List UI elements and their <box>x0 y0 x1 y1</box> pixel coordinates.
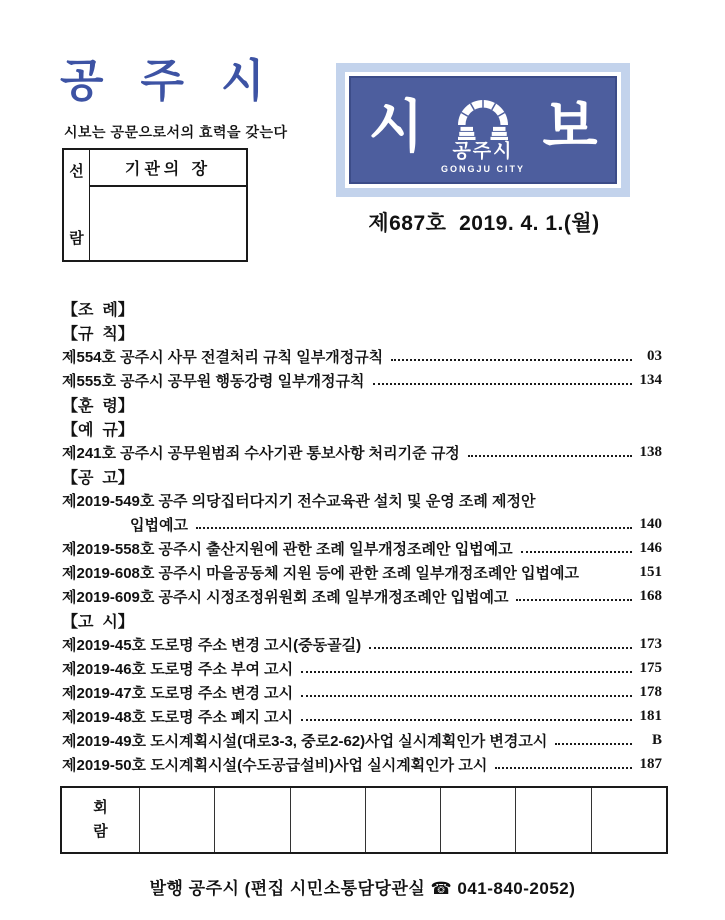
toc-entry <box>62 488 662 512</box>
logo-left-char: 시 <box>368 94 424 159</box>
toc-entry-title: 제2019-49호 도시계획시설(대로3-3, 중로2-62)사업 실시계획인가 변경고시 <box>62 732 548 750</box>
toc-entry <box>62 344 662 368</box>
toc-entry-title: 제2019-549호 공주 의당집터다지기 전수교육관 설치 및 운영 조례 제정안 <box>62 492 536 510</box>
toc-entry-title: 제2019-609호 공주시 시정조정위원회 조례 일부개정조례안 입법예고 <box>62 588 509 606</box>
toc-entry <box>62 440 662 464</box>
gazette-logo <box>336 63 630 197</box>
toc-entry <box>62 368 662 392</box>
circulation-label-cell <box>62 788 140 852</box>
toc-dotted-leader <box>516 599 632 601</box>
gazette-effect-note: 시보는 공문으로서의 효력을 갖는다 <box>64 124 288 140</box>
toc-entry-title: 제555호 공주시 공무원 행동강령 일부개정규칙 <box>62 372 365 390</box>
city-title: 공 주 시 <box>60 55 269 106</box>
toc-entry <box>62 752 662 776</box>
toc-section-heading: 【예 규】 <box>62 421 134 439</box>
toc-dotted-leader <box>521 551 632 553</box>
toc-page-number: 175 <box>639 659 662 676</box>
toc-entry-title: 제2019-608호 공주시 마을공동체 지원 등에 관한 조례 일부개정조례안 입법예고 <box>62 564 579 582</box>
toc-dotted-leader <box>391 359 632 361</box>
toc-dotted-leader <box>369 647 632 649</box>
approval-table <box>62 148 248 262</box>
toc-page-number: 138 <box>639 443 662 460</box>
toc-dotted-leader <box>373 383 632 385</box>
logo-white-gap <box>345 72 621 188</box>
toc-entry <box>62 536 662 560</box>
toc-entry <box>62 560 662 584</box>
fortress-gate-icon <box>451 90 515 140</box>
toc-entry <box>62 728 662 752</box>
toc-entry-title: 제2019-50호 도시계획시설(수도공급설비)사업 실시계획인가 고시 <box>62 756 488 774</box>
toc-page-number: 146 <box>639 539 662 556</box>
circulation-table <box>60 786 668 854</box>
toc-entry-title: 제2019-47호 도로명 주소 변경 고시 <box>62 684 294 702</box>
toc-entry-title: 제2019-45호 도로명 주소 변경 고시(중동골길) <box>62 636 362 654</box>
toc-section-heading: 【조 례】 <box>62 301 134 319</box>
toc-page-number: B <box>651 731 662 748</box>
circulation-label-line2: 람 <box>93 823 108 840</box>
toc-page-number: 140 <box>639 515 662 532</box>
table-of-contents <box>62 296 662 776</box>
approval-side-column <box>64 150 90 260</box>
toc-dotted-leader <box>301 719 632 721</box>
circulation-label-line1: 회 <box>93 799 108 816</box>
toc-page-number: 173 <box>639 635 662 652</box>
toc-entry-title: 제554호 공주시 사무 전결처리 규칙 일부개정규칙 <box>62 348 384 366</box>
circulation-empty-cell <box>291 788 366 852</box>
toc-entry <box>62 632 662 656</box>
toc-entry-title: 제241호 공주시 공무원범죄 수사기관 통보사항 처리기준 규정 <box>62 444 460 462</box>
approval-main-column <box>90 150 246 260</box>
toc-dotted-leader <box>196 527 632 529</box>
toc-page-number: 187 <box>639 755 662 772</box>
toc-page-number: 168 <box>639 587 662 604</box>
toc-entry <box>62 584 662 608</box>
logo-core <box>349 76 617 184</box>
logo-city-name-en: GONGJU CITY <box>440 163 525 174</box>
toc-page-number: 134 <box>639 371 662 388</box>
approval-head-label: 기관의 장 <box>90 150 246 187</box>
toc-dotted-leader <box>587 575 632 576</box>
toc-entry-title: 제2019-558호 공주시 출산지원에 관한 조례 일부개정조례안 입법예고 <box>62 540 513 558</box>
logo-center <box>441 86 525 175</box>
circulation-empty-cell <box>592 788 666 852</box>
toc-section-heading: 【공 고】 <box>62 469 134 487</box>
approval-side-bottom-label: 람 <box>69 230 84 247</box>
toc-section-heading: 【훈 령】 <box>62 397 134 415</box>
toc-dotted-leader <box>468 455 632 457</box>
toc-page-number: 03 <box>647 347 662 364</box>
toc-dotted-leader <box>495 767 632 769</box>
toc-page-number: 151 <box>639 563 662 580</box>
circulation-empty-cell <box>516 788 591 852</box>
toc-dotted-leader <box>555 743 632 745</box>
toc-section-heading: 【고 시】 <box>62 613 134 631</box>
toc-entry-title: 제2019-46호 도로명 주소 부여 고시 <box>62 660 294 678</box>
toc-page-number: 178 <box>639 683 662 700</box>
toc-page-number: 181 <box>639 707 662 724</box>
toc-section-heading: 【규 칙】 <box>62 325 134 343</box>
logo-right-char: 보 <box>542 94 598 159</box>
circulation-empty-cell <box>366 788 441 852</box>
toc-dotted-leader <box>301 671 632 673</box>
approval-side-top-label: 선 <box>69 163 84 180</box>
toc-entry <box>62 704 662 728</box>
toc-entry-title: 제2019-48호 도로명 주소 폐지 고시 <box>62 708 294 726</box>
approval-signature-area <box>90 187 246 260</box>
toc-dotted-leader <box>543 503 632 504</box>
issue-number-date: 제687호 2019. 4. 1.(월) <box>368 212 600 235</box>
circulation-empty-cell <box>441 788 516 852</box>
toc-dotted-leader <box>301 695 632 697</box>
toc-entry <box>62 656 662 680</box>
circulation-empty-cell <box>215 788 290 852</box>
circulation-empty-cell <box>140 788 215 852</box>
toc-entry <box>62 512 662 536</box>
logo-city-name-kr: 공주시 <box>452 140 514 162</box>
toc-entry-title: 입법예고 <box>130 516 188 534</box>
toc-entry <box>62 680 662 704</box>
publisher-footer: 발행 공주시 (편집 시민소통담당관실 ☎ 041-840-2052) <box>149 879 576 898</box>
